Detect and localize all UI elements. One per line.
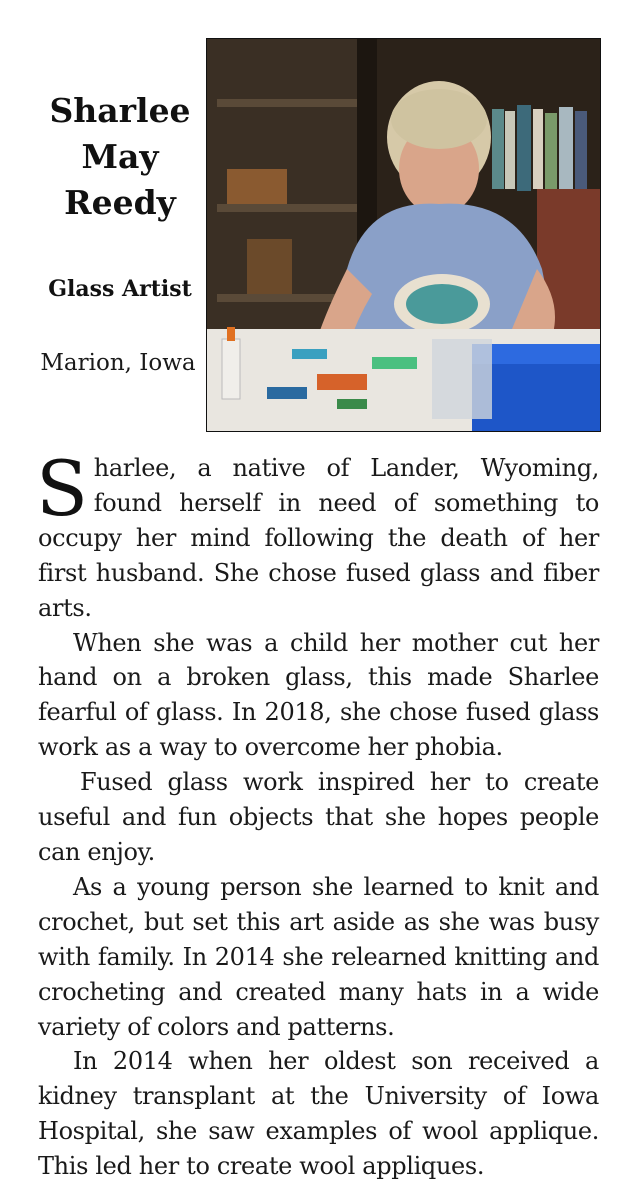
artist-role: Glass Artist bbox=[48, 276, 192, 302]
paragraph-1 bbox=[36, 444, 599, 626]
paragraph-1-text: harlee, a native of Lander, Wyoming, found herself in need of something to occupy her mind following the death of her first husband. She chose fused glass and fiber arts. bbox=[38, 454, 599, 622]
paragraph-4: As a young person she learned to knit and crochet, but set this art aside as she was busy with family. In 2014 she relearned knitting and crocheting and created many hats in a wide variety of colors and patterns. bbox=[38, 872, 599, 1041]
paragraph-5: In 2014 when her oldest son received a kidney transplant at the University of Iowa Hospital, she saw examples of wool applique. This led her to create wool appliques. bbox=[38, 1047, 599, 1181]
artist-name-middle: May bbox=[81, 137, 159, 176]
paragraph-2: When she was a child her mother cut her hand on a broken glass, this made Sharlee fearful of glass. In 2018, she chose fused glass work as a way to overcome her phobia. bbox=[38, 628, 599, 762]
artist-name-first: Sharlee bbox=[49, 91, 191, 130]
artist-name bbox=[40, 88, 200, 226]
article-body bbox=[36, 444, 599, 1184]
artist-name-last: Reedy bbox=[64, 183, 176, 222]
artist-photo bbox=[206, 38, 601, 432]
artist-photo-illustration bbox=[207, 39, 600, 431]
artist-location: Marion, Iowa bbox=[40, 350, 196, 376]
drop-cap: S bbox=[36, 444, 88, 533]
paragraph-3: Fused glass work inspired her to create useful and fun objects that she hopes people can enjoy. bbox=[38, 768, 599, 866]
